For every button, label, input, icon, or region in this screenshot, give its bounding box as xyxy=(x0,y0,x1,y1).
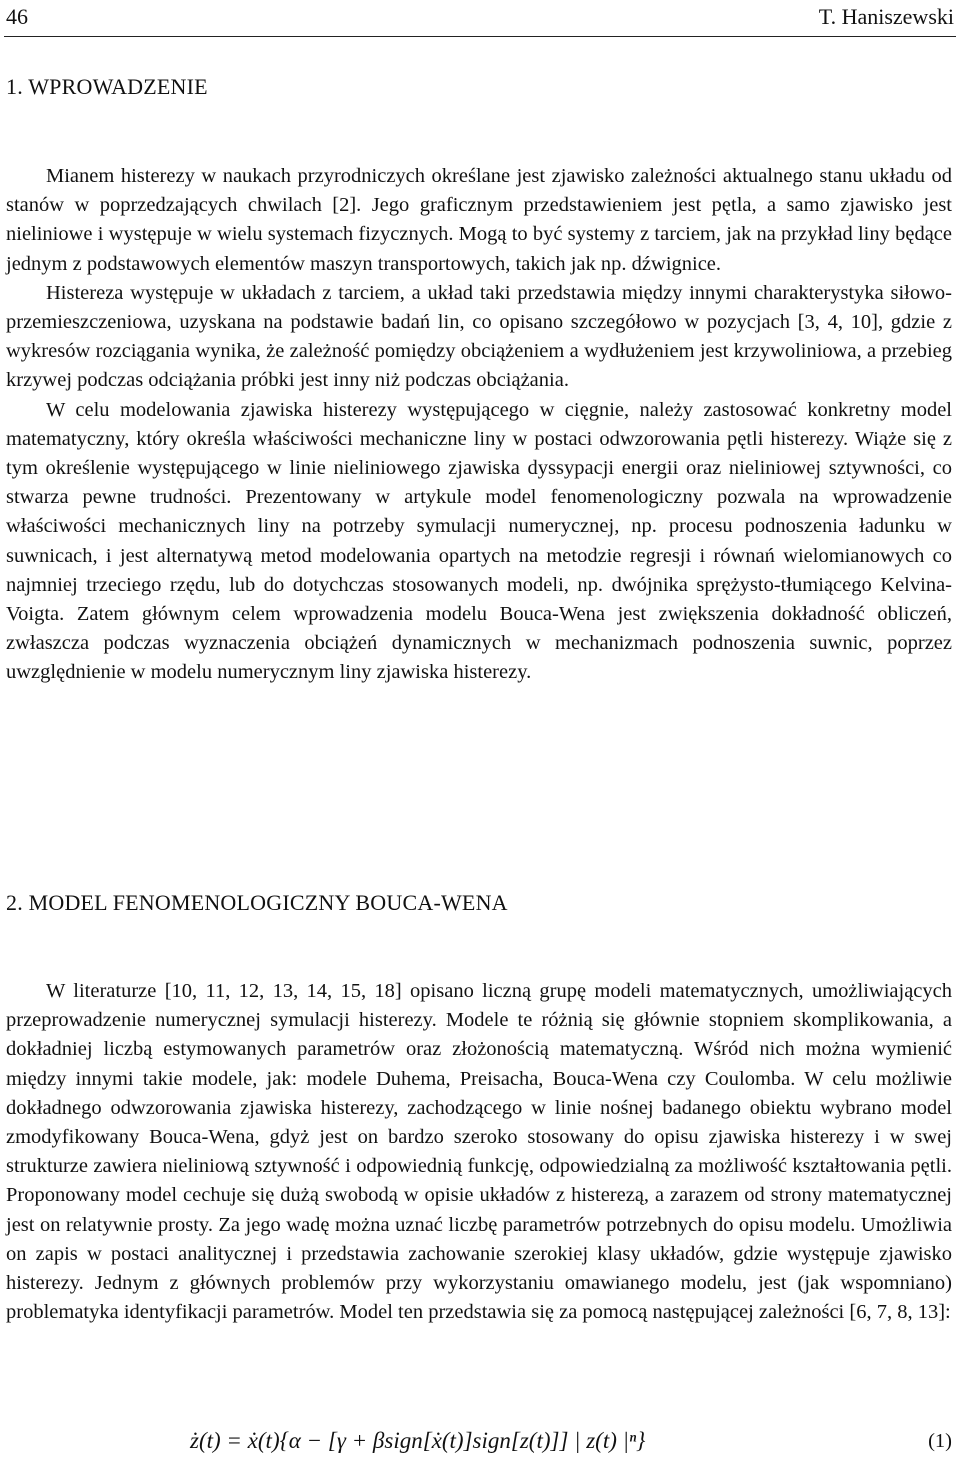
section-heading-bouc-wen-model: 2. MODEL FENOMENOLOGICZNY BOUCA-WENA xyxy=(6,890,508,915)
equation-formula: ż(t) = ẋ(t){α − [γ + βsign[ẋ(t)]sign[z(t)]] | z(t) |ⁿ} xyxy=(190,1428,646,1453)
section-body-introduction xyxy=(6,162,952,688)
running-head: T. Haniszewski xyxy=(818,4,954,29)
paragraph: W celu modelowania zjawiska histerezy występującego w cięgnie, należy zastosować konkretny model matematyczny, który określa właściwości mechaniczne liny w postaci odwzorowania pętli histerezy. Wiąże się z tym określenie występującego w linie nieliniowego zjawiska dyssypacji energii oraz nieliniowej sztywności, co stwarza pewne trudności. Prezentowany w artykule model fenomenologiczny pozwala na wprowadzenie właściwości mechanicznych liny na potrzeby symulacji numerycznej, np. procesu podnoszenia ładunku w suwnicach, i jest alternatywą metod modelowania opartych na metodzie regresji i równań wielomianowych co najmniej trzeciego rzędu, lub do dotychczas stosowanych modeli, np. dwójnika sprężysto-tłumiącego Kelvina-Voigta. Zatem głównym celem wprowadzenia modelu Bouca-Wena jest zwiększenia dokładność obliczeń, zwłaszcza podczas wyznaczenia obciążeń dynamicznych w mechanizmach podnoszenia suwnic, poprzez uwzględnienie w modelu numerycznym liny zjawiska histerezy. xyxy=(6,398,952,684)
page-number: 46 xyxy=(6,4,28,29)
paragraph: W literaturze [10, 11, 12, 13, 14, 15, 18] opisano liczną grupę modeli matematycznych, umożliwiających przeprowadzenie numerycznej symulacji histerezy. Modele te różnią się głównie stopniem skomplikowania, a dokładniej liczbą estymowanych parametrów oraz złożonością matematyczną. Wśród nich można wymienić między innymi takie modele, jak: modele Duhema, Preisacha, Bouca-Wena czy Coulomba. W celu możliwie dokładnego odwzorowania zjawiska histerezy, zachodzącego w linie nośnej badanego obiektu wybrano model zmodyfikowany Bouca-Wena, gdyż jest on bardzo szeroko stosowany do opisu zjawiska histerezy i w swej strukturze zawiera nieliniową sztywność i odpowiednią funkcję, odpowiedzialną za możliwość kształtowania pętli. Proponowany model cechuje się dużą swobodą w opisie układów z histerezą, a zarazem od strony matematycznej jest on relatywnie prosty. Za jego wadę można uznać liczbę parametrów potrzebnych do opisu modelu. Umożliwia on zapis w postaci analitycznej i przedstawia zachowanie szerokiej klasy układów, gdzie występuje zjawisko histerezy. Jednym z głównych problemów przy wykorzystaniu omawianego modelu, jest (jak wspomniano) problematyka identyfikacji parametrów. Model ten przedstawia się za pomocą następującej zależności [6, 7, 8, 13]: xyxy=(6,980,952,1324)
equation-number: (1) xyxy=(928,1430,952,1452)
header-rule xyxy=(4,36,956,37)
page-header xyxy=(4,4,956,34)
section-body-bouc-wen-model xyxy=(6,977,952,1327)
paragraph: Histereza występuje w układach z tarciem, a układ taki przedstawia między innymi charakterystyka siłowo-przemieszczeniowa, uzyskana na podstawie badań lin, co opisano szczegółowo w pozycjach [3, 4, 10], gdzie z wykresów rozciągania wynika, że zależność pomiędzy obciążeniem a wydłużeniem jest krzywoliniowa, a przebieg krzywej podczas odciążania próbki jest inny niż podczas obciążania. xyxy=(6,281,952,392)
section-heading-introduction: 1. WPROWADZENIE xyxy=(6,74,208,99)
paragraph: Mianem histerezy w naukach przyrodniczych określane jest zjawisko zależności aktualnego stanu układu od stanów w poprzedzających chwilach [2]. Jego graficznym przedstawieniem jest pętla, a samo zjawisko jest nieliniowe i występuje w wielu systemach fizycznych. Mogą to być systemy z tarciem, jak na przykład liny będące jednym z podstawowych elementów maszyn transportowych, takich jak np. dźwignice. xyxy=(6,165,952,275)
equation-1 xyxy=(0,1428,960,1468)
